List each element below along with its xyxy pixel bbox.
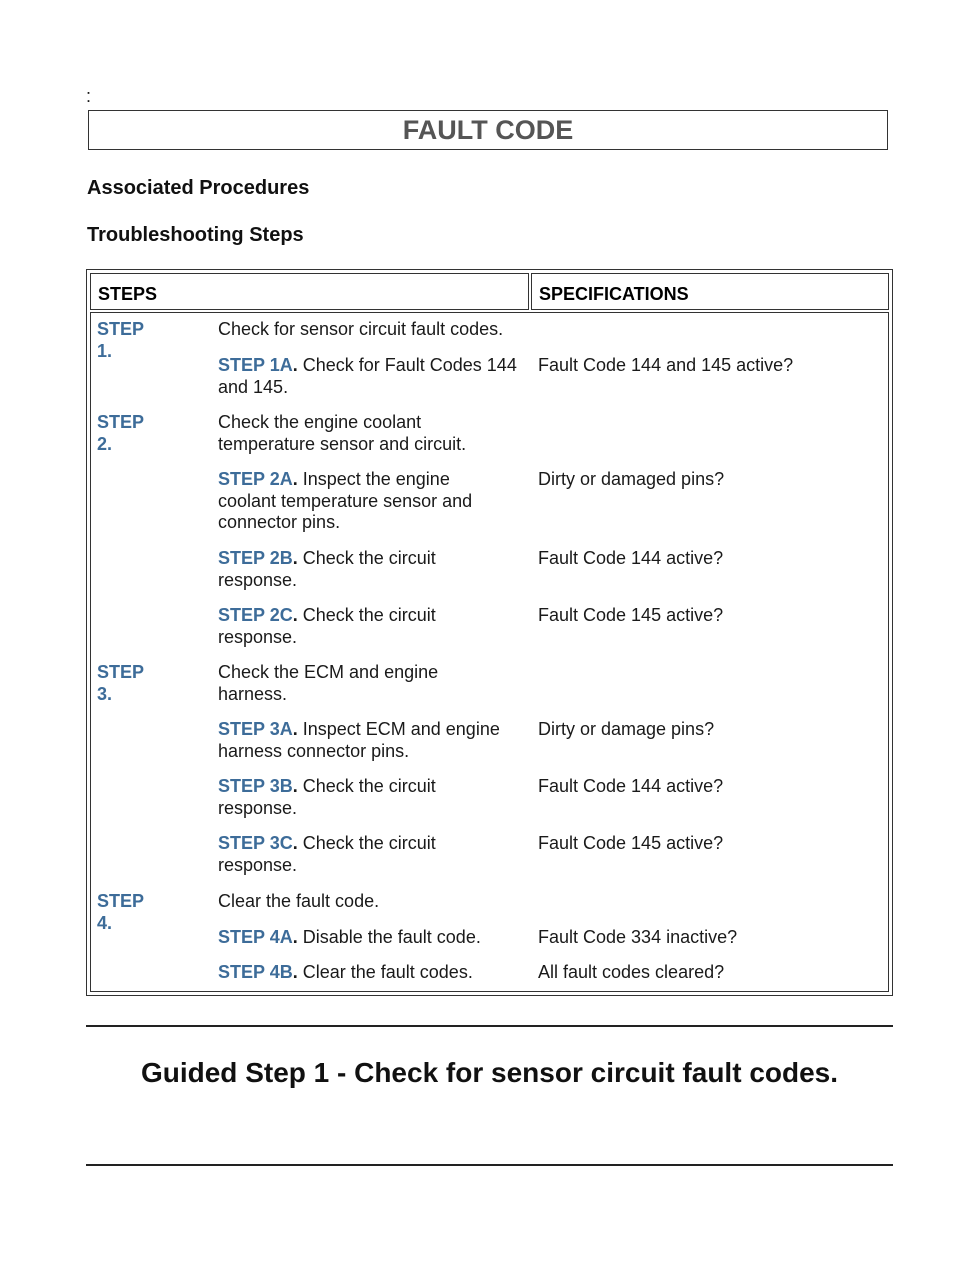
step-number[interactable]: STEP 4. — [97, 891, 144, 933]
step-description: Clear the fault code. — [218, 891, 380, 911]
specification: Fault Code 144 active? — [538, 776, 724, 796]
substep-description: STEP 4B. Clear the fault codes. — [218, 962, 473, 982]
specification: Dirty or damaged pins? — [538, 469, 725, 489]
step-number[interactable]: STEP 1. — [97, 319, 144, 361]
specification: Fault Code 145 active? — [538, 605, 724, 625]
associated-procedures-heading: Associated Procedures — [87, 177, 310, 199]
column-header-specifications: SPECIFICATIONS — [531, 273, 889, 310]
specification: Fault Code 145 active? — [538, 833, 724, 853]
substep-description: STEP 1A. Check for Fault Codes 144 and 145. — [218, 355, 517, 397]
specification: All fault codes cleared? — [538, 962, 725, 982]
troubleshooting-steps-heading: Troubleshooting Steps — [87, 224, 304, 246]
fault-code-title-box — [88, 110, 888, 150]
substep-description: STEP 3A. Inspect ECM and engine harness connector pins. — [218, 719, 500, 761]
substep-description: STEP 2A. Inspect the engine coolant temperature sensor and connector pins. — [218, 469, 473, 532]
substep-label[interactable]: STEP 3C — [218, 833, 293, 853]
specification: Fault Code 334 inactive? — [538, 927, 738, 947]
colon-mark: : — [86, 86, 92, 106]
substep-description: STEP 3C. Check the circuit response. — [218, 833, 436, 875]
divider — [86, 1164, 893, 1166]
step-description: Check for sensor circuit fault codes. — [218, 319, 504, 339]
substep-label[interactable]: STEP 2C — [218, 605, 293, 625]
substep-label[interactable]: STEP 4A — [218, 927, 293, 947]
substep-label[interactable]: STEP 4B — [218, 962, 293, 982]
substep-description: STEP 2B. Check the circuit response. — [218, 548, 436, 590]
substep-label[interactable]: STEP 2B — [218, 548, 293, 568]
step-number[interactable]: STEP 3. — [97, 662, 144, 704]
substep-label[interactable]: STEP 3A — [218, 719, 293, 739]
substep-description: STEP 4A. Disable the fault code. — [218, 927, 481, 947]
substep-description: STEP 2C. Check the circuit response. — [218, 605, 436, 647]
step-description: Check the engine coolant temperature sensor and circuit. — [218, 412, 467, 454]
substep-label[interactable]: STEP 3B — [218, 776, 293, 796]
page-title: FAULT CODE — [402, 114, 574, 145]
step-number[interactable]: STEP 2. — [97, 412, 144, 454]
specification: Fault Code 144 active? — [538, 548, 724, 568]
specification: Fault Code 144 and 145 active? — [538, 355, 794, 375]
guided-step-title: Guided Step 1 - Check for sensor circuit fault codes. — [140, 1057, 839, 1088]
specification: Dirty or damage pins? — [538, 719, 715, 739]
substep-description: STEP 3B. Check the circuit response. — [218, 776, 436, 818]
column-header-steps: STEPS — [90, 273, 529, 310]
divider — [86, 1025, 893, 1027]
substep-label[interactable]: STEP 1A — [218, 355, 293, 375]
substep-label[interactable]: STEP 2A — [218, 469, 293, 489]
step-description: Check the ECM and engine harness. — [218, 662, 439, 704]
